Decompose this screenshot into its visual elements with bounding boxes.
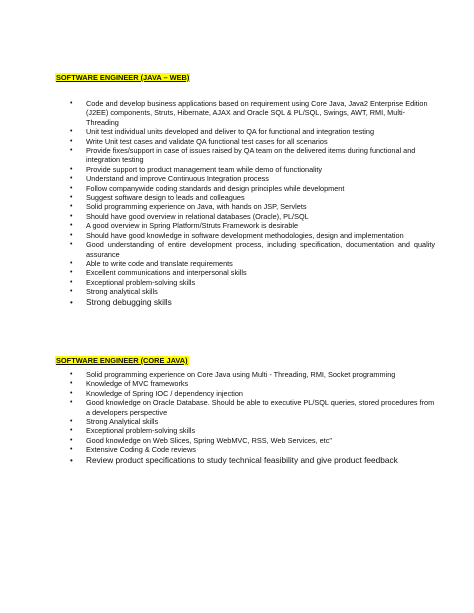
bullet-icon: • <box>70 427 73 435</box>
bullet-icon: • <box>70 259 73 267</box>
bullet-icon: • <box>70 269 73 277</box>
list-item: • Write Unit test cases and validate QA functional test cases for all scenarios <box>70 136 328 146</box>
bullet-icon: • <box>70 194 73 202</box>
list-item: • Review product specifications to study technical feasibility and give product feedback <box>70 454 398 465</box>
bullet-icon: • <box>70 212 73 220</box>
list-item: • Extensive Coding & Code reviews <box>70 445 196 455</box>
list-item: • Follow companywide coding standards and design principles while development <box>70 183 345 193</box>
list-item: • Code and develop business applications based on requirement using Core Java, Java2 Enterprise Edition (J2EE) components, Struts, Hibernate, AJAX and Oracle SQL & PL/SQL, Swings, AWT, RMI, Multi-Threading <box>70 99 428 127</box>
bullet-icon: • <box>70 137 73 145</box>
bullet-icon: • <box>70 446 73 454</box>
list-item: • Strong Analytical skills <box>70 417 159 427</box>
bullet-icon: • <box>70 389 73 397</box>
bullet-list <box>55 370 435 466</box>
bullet-icon: • <box>70 100 73 107</box>
list-item: • Knowledge of MVC frameworks <box>70 379 189 389</box>
list-item: • Suggest software design to leads and colleagues <box>70 193 245 203</box>
list-item: • Good knowledge on Web Slices, Spring WebMVC, RSS, Web Services, etc" <box>70 435 332 445</box>
bullet-icon: • <box>70 455 73 465</box>
bullet-icon: • <box>70 184 73 192</box>
list-item: • Excellent communications and interpersonal skills <box>70 268 247 278</box>
list-item: • Unit test individual units developed and deliver to QA for functional and integration testing <box>70 127 375 137</box>
list-item: • Solid programming experience on Java, with hands on JSP, Servlets <box>70 202 307 212</box>
section-heading: SOFTWARE ENGINEER (CORE JAVA) <box>56 356 188 365</box>
list-item: • Strong debugging skills <box>70 296 172 307</box>
list-item: • Should have good overview in relational databases (Oracle), PL/SQL <box>70 211 309 221</box>
bullet-icon: • <box>70 231 73 239</box>
list-item: • Good understanding of entire development process, including specification, documentation and quality assurance <box>70 240 435 259</box>
bullet-icon: • <box>70 278 73 286</box>
bullet-icon: • <box>70 399 73 407</box>
list-item: • Exceptional problem-solving skills <box>70 277 196 287</box>
list-item: • Good knowledge on Oracle Database. Should be able to executive PL/SQL queries, stored procedures from a developers perspective <box>70 398 435 417</box>
bullet-icon: • <box>70 436 73 444</box>
bullet-icon: • <box>70 175 73 183</box>
bullet-icon: • <box>70 371 73 378</box>
bullet-icon: • <box>70 128 73 136</box>
section-core-java <box>55 350 435 466</box>
bullet-list <box>55 99 435 308</box>
list-item: • A good overview in Spring Platform/Struts Framework is desirable <box>70 221 299 231</box>
list-item: • Knowledge of Spring IOC / dependency injection <box>70 388 243 398</box>
list-item: • Should have good knowledge in software development methodologies, design and implementation <box>70 230 404 240</box>
section-java-web <box>55 67 435 308</box>
bullet-icon: • <box>70 288 73 296</box>
bullet-icon: • <box>70 297 73 307</box>
list-item: • Strong analytical skills <box>70 287 158 297</box>
list-item: • Provide fixes/support in case of issues raised by QA team on the delivered items during functional and integration testing <box>70 146 416 165</box>
bullet-icon: • <box>70 222 73 230</box>
bullet-icon: • <box>70 203 73 211</box>
bullet-icon: • <box>70 380 73 388</box>
bullet-icon: • <box>70 147 73 155</box>
list-item: • Understand and improve Continuous Integration process <box>70 174 269 184</box>
list-item: • Provide support to product management team while demo of functionality <box>70 164 323 174</box>
list-item: • Solid programming experience on Core Java using Multi - Threading, RMI, Socket programming <box>70 370 396 379</box>
bullet-icon: • <box>70 241 73 249</box>
section-heading: SOFTWARE ENGINEER (JAVA – WEB) <box>56 73 190 82</box>
bullet-icon: • <box>70 165 73 173</box>
bullet-icon: • <box>70 418 73 426</box>
list-item: • Exceptional problem-solving skills <box>70 426 196 436</box>
list-item: • Able to write code and translate requirements <box>70 258 233 268</box>
